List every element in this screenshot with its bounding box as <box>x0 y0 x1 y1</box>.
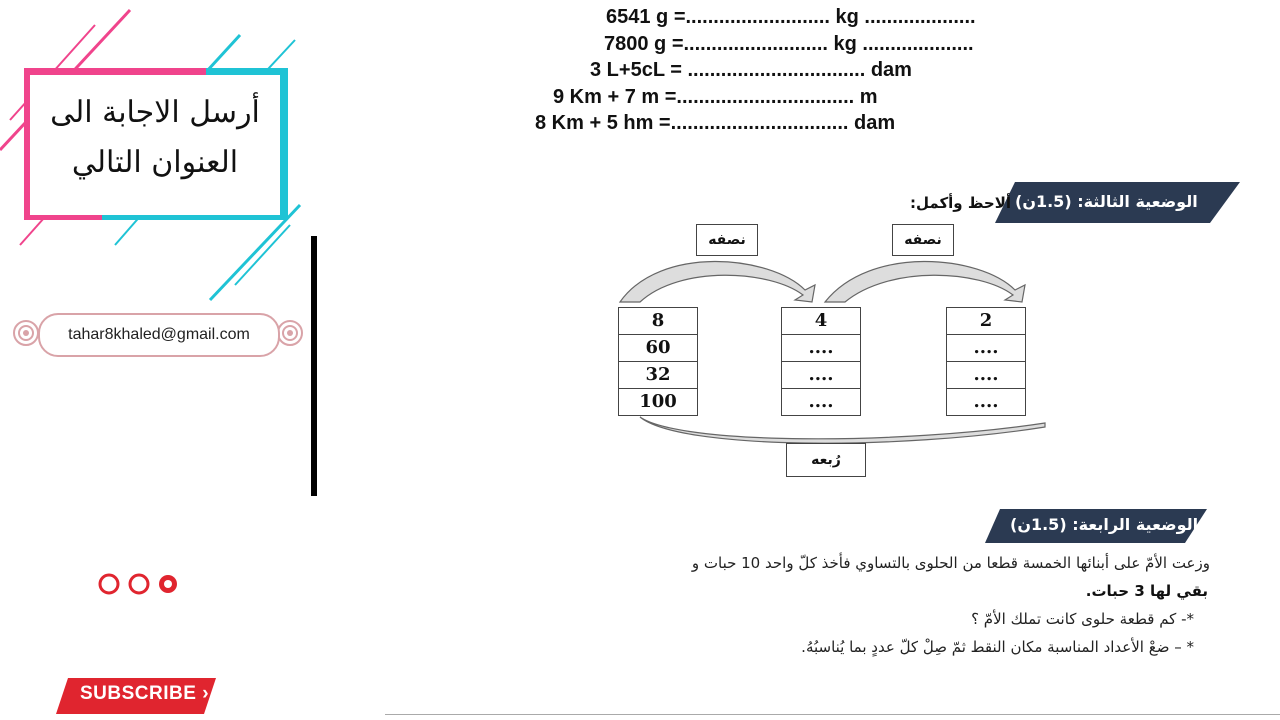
promo-title-line1: أرسل الاجابة الى <box>50 95 260 130</box>
label-quarter: رُبعه <box>786 443 866 477</box>
cell: .... <box>946 334 1026 362</box>
email-address[interactable]: tahar8khaled@gmail.com <box>68 326 250 343</box>
label-half-left: نصفه <box>696 224 758 256</box>
situation4-question1: *- كم قطعة حلوى كانت تملك الأمّ ؟ <box>971 610 1194 628</box>
cell: 60 <box>618 334 698 362</box>
situation3-instruction: ألاحظ وأكمل: <box>910 194 1012 212</box>
page-bottom-rule <box>385 714 1280 715</box>
numbers-column-1 <box>618 308 698 416</box>
vertical-divider <box>311 236 317 496</box>
conversion-line-1: 6541 g =.......................... kg .................... <box>606 6 976 28</box>
situation4-title: الوضعية الرابعة: (1.5ن) <box>1010 515 1199 534</box>
cell: .... <box>946 388 1026 416</box>
promo-box <box>30 75 280 215</box>
conversion-line-5: 8 Km + 5 hm =................................ dam <box>535 112 896 134</box>
label-half-right: نصفه <box>892 224 954 256</box>
cell: 100 <box>618 388 698 416</box>
situation4-text-line2: بقي لها 3 حبات. <box>1085 582 1208 600</box>
cell: .... <box>781 334 861 362</box>
dots-icon <box>98 572 182 600</box>
situation4-text-line1: وزعت الأمّ على أبنائها الخمسة قطعا من الحلوى بالتساوي فأخذ كلّ واحد 10 حبات و <box>691 554 1210 572</box>
conversion-line-4: 9 Km + 7 m =................................ m <box>553 86 878 108</box>
cell: 4 <box>781 307 861 335</box>
situation3-title: الوضعية الثالثة: (1.5ن) <box>1015 192 1198 211</box>
cell: .... <box>781 388 861 416</box>
numbers-column-2 <box>781 308 861 416</box>
cell: .... <box>946 361 1026 389</box>
cell: .... <box>781 361 861 389</box>
conversion-line-3: 3 L+5cL = ................................ dam <box>590 59 912 81</box>
promo-title-line2: العنوان التالي <box>71 145 239 180</box>
subscribe-label[interactable]: SUBSCRIBE › <box>80 683 210 704</box>
situation4-question2: * – ضعْ الأعداد المناسبة مكان النقط ثمّ صِلْ كلّ عددٍ بما يُناسبُهُ. <box>801 638 1194 656</box>
chevron-right-icon: › <box>202 683 210 704</box>
numbers-column-3 <box>946 308 1026 416</box>
cell: 32 <box>618 361 698 389</box>
cell: 2 <box>946 307 1026 335</box>
cell: 8 <box>618 307 698 335</box>
conversion-line-2: 7800 g =.......................... kg .................... <box>604 33 974 55</box>
email-pill <box>38 313 280 357</box>
